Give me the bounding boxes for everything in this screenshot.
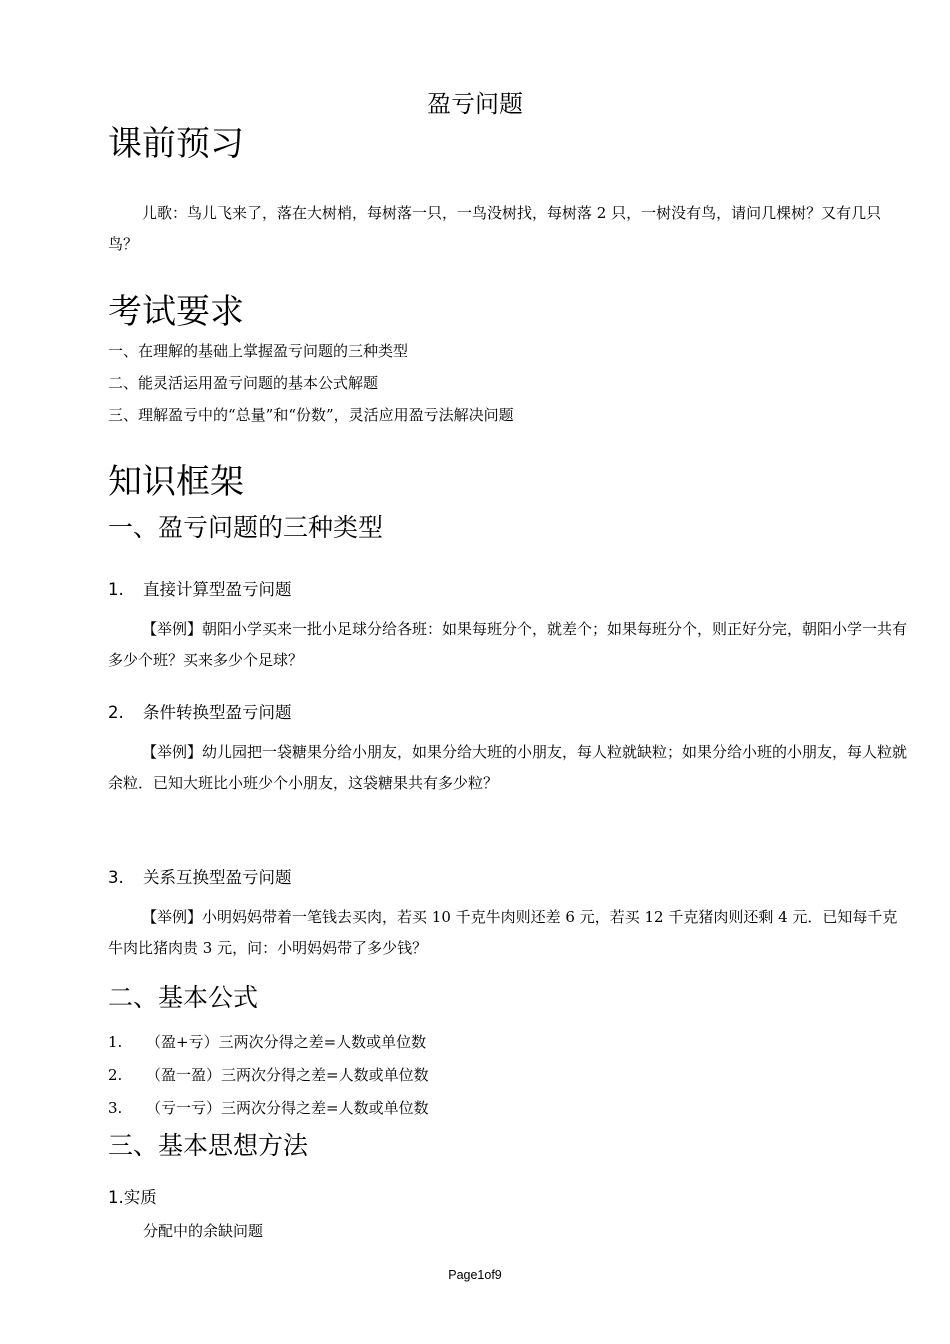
formula-text: （亏一亏）三两次分得之差=人数或单位数 (146, 1099, 429, 1117)
page-number: Page1of9 (448, 1268, 502, 1282)
type-heading (108, 699, 292, 723)
formula-number: 1. (108, 1033, 123, 1051)
requirement-item: 一、在理解的基础上掌握盈亏问题的三种类型 (108, 342, 409, 360)
formula-item (108, 1097, 429, 1118)
type-number: 2. (108, 703, 124, 722)
requirement-item: 二、能灵活运用盈亏问题的基本公式解题 (108, 374, 379, 392)
heading-basic-formulas: 二、基本公式 (108, 983, 259, 1012)
type-heading (108, 576, 292, 600)
type-number: 3. (108, 868, 124, 887)
heading-preview: 课前预习 (108, 124, 244, 164)
type-example: 【举例】朝阳小学买来一批小足球分给各班：如果每班分个，就差个；如果每班分个，则正好分完，朝阳小学一共有多少个班？买来多少个足球？ (108, 620, 908, 669)
type-title: 直接计算型盈亏问题 (143, 580, 292, 599)
formula-item (108, 1064, 429, 1085)
type-example: 【举例】小明妈妈带着一笔钱去买肉，若买 10 千克牛肉则还差 6 元，若买 12 千克猪肉则还剩 4 元．已知每千克牛肉比猪肉贵 3 元，问：小明妈妈带了多少钱？ (108, 908, 898, 957)
type-title: 条件转换型盈亏问题 (143, 703, 292, 722)
formula-text: （盈一盈）三两次分得之差=人数或单位数 (146, 1066, 429, 1084)
formula-item (108, 1031, 426, 1052)
heading-framework: 知识框架 (108, 462, 244, 502)
heading-requirements: 考试要求 (108, 292, 244, 332)
formula-text: （盈+亏）三两次分得之差=人数或单位数 (146, 1033, 427, 1051)
heading-basic-methods: 三、基本思想方法 (108, 1131, 309, 1160)
preview-paragraph: 儿歌：鸟儿飞来了，落在大树梢，每树落一只，一鸟没树找，每树落 2 只，一树没有鸟，请问几棵树？又有几只鸟？ (108, 204, 882, 253)
formula-number: 2. (108, 1066, 123, 1084)
document-title: 盈亏问题 (427, 90, 523, 118)
formula-number: 3. (108, 1099, 123, 1117)
type-heading (108, 864, 292, 888)
type-example: 【举例】幼儿园把一袋糖果分给小朋友，如果分给大班的小朋友，每人粒就缺粒；如果分给小班的小朋友，每人粒就余粒．已知大班比小班少个小朋友，这袋糖果共有多少粒？ (108, 743, 908, 792)
heading-three-types: 一、盈亏问题的三种类型 (108, 513, 384, 542)
essence-text: 分配中的余缺问题 (143, 1222, 264, 1240)
type-number: 1. (108, 580, 124, 599)
subheading-essence: 1.实质 (108, 1188, 157, 1207)
requirement-item: 三、理解盈亏中的“总量”和“份数”，灵活应用盈亏法解决问题 (108, 406, 514, 424)
type-title: 关系互换型盈亏问题 (143, 868, 292, 887)
